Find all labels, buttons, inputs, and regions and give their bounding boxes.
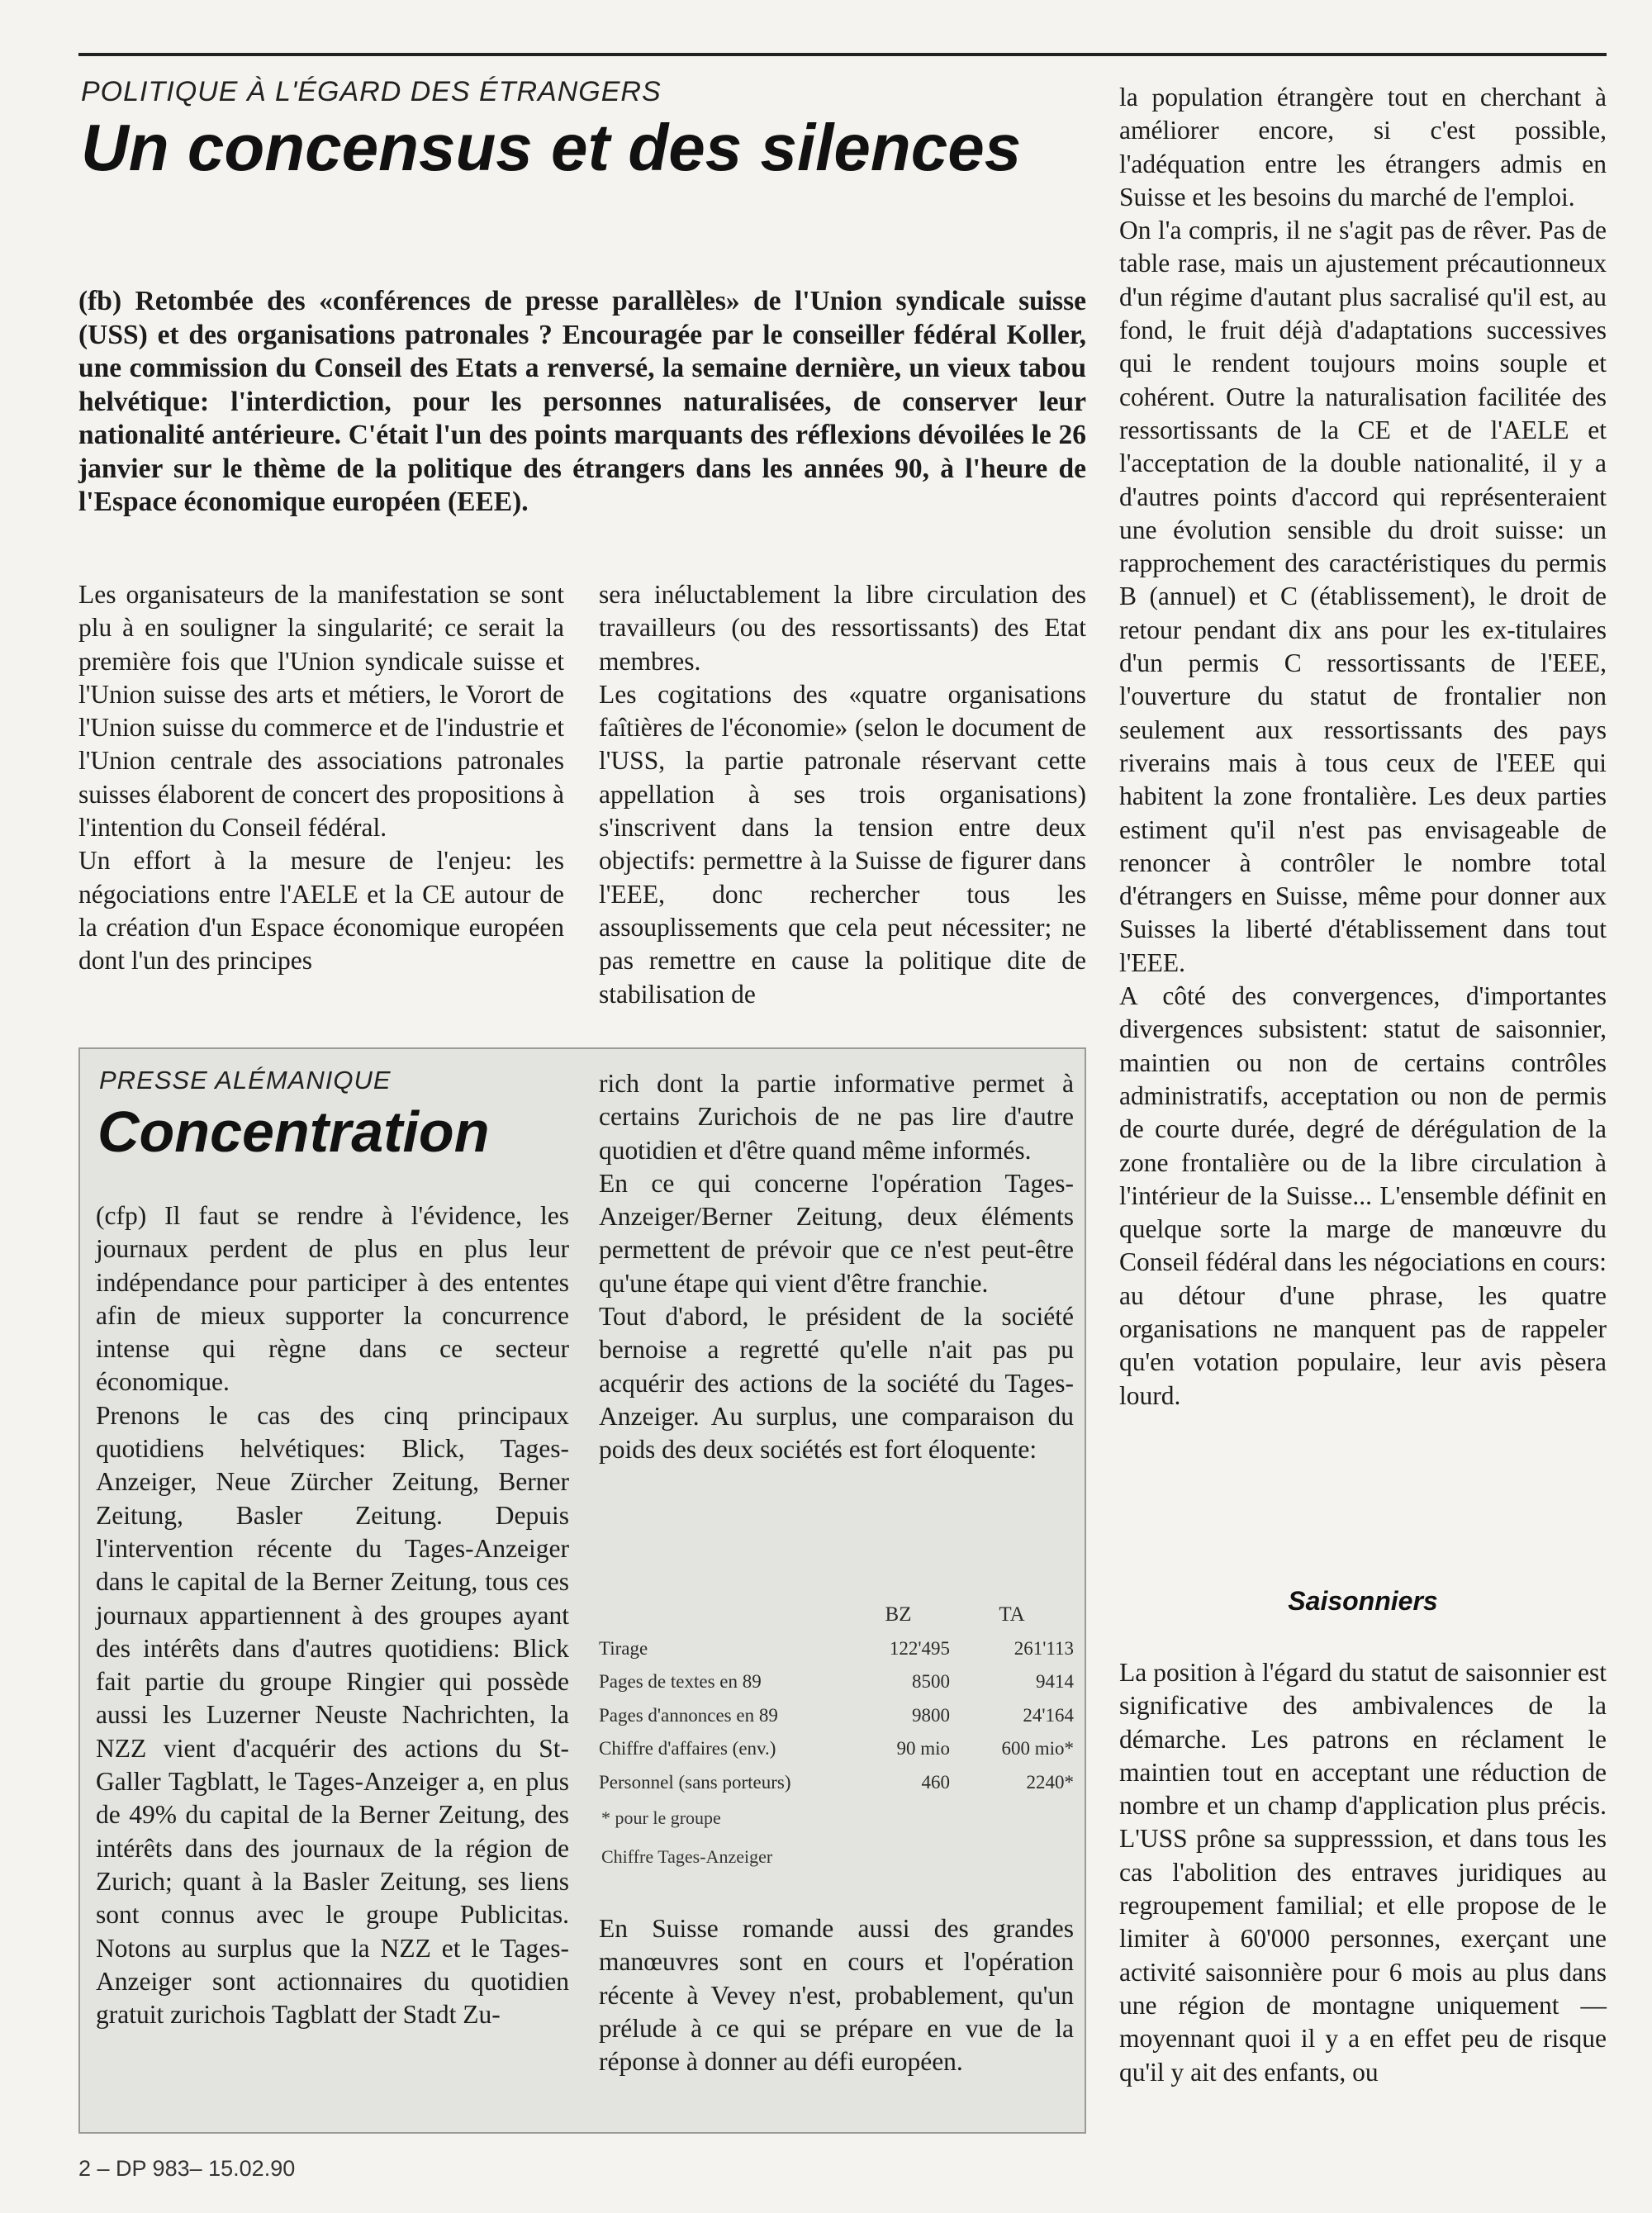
- table-cell: 2240*: [1026, 1771, 1074, 1793]
- table-header-cell: [599, 1598, 847, 1632]
- paragraph: Tout d'abord, le président de la société bernoise a regretté qu'elle n'ait pas pu acquérir des actions de la société du Tages-Anzeiger. Au surplus, une comparaison du poids des deux sociétés est fort éloquente:: [599, 1302, 1074, 1465]
- article-rubric: POLITIQUE À L'ÉGARD DES ÉTRANGERS: [81, 76, 662, 107]
- table-cell: 122'495: [889, 1637, 950, 1659]
- paragraph: (cfp) Il faut se rendre à l'évidence, les journaux perdent de plus en plus leur indépendance pour participer à des ententes afin de mieux supporter la concurrence intense qui règne dans ce secteur économique.: [96, 1201, 569, 1397]
- table-header-cell: BZ: [885, 1603, 912, 1627]
- paragraph: A côté des convergences, d'importantes divergences subsistent: statut de saisonnier, maintien ou non de certains contrôles administratifs, acceptation ou non de permis de courte durée, degré de dérégulation de la zone frontalière ou de la libre circulation à l'intérieur de la Suisse... L'ensemble définit en quelque sorte la marge de manœuvre du Conseil fédéral dans les négociations en cours: au détour d'une phrase, les quatre organisations ne manquent pas de rappeler qu'en votation populaire, leur avis pèsera lourd.: [1119, 981, 1607, 1410]
- paragraph: Un effort à la mesure de l'enjeu: les négociations entre l'AELE et la CE autour de la création d'un Espace économique européen dont l'un des principes: [78, 846, 564, 976]
- table-cell: 9800: [912, 1704, 950, 1726]
- table-cell: 460: [921, 1771, 950, 1793]
- top-rule: [78, 53, 1607, 56]
- table-cell: 261'113: [1014, 1637, 1074, 1659]
- table-cell: 24'164: [1023, 1704, 1074, 1726]
- table-cell: Pages d'annonces en 89: [599, 1704, 778, 1726]
- box-column-2-continued: [599, 1912, 1074, 2078]
- paragraph: rich dont la partie informative permet à certains Zurichois de ne pas lire d'autre quotidien et d'être quand même informés.: [599, 1069, 1074, 1165]
- article-column-3: [1119, 81, 1607, 1413]
- paragraph: sera inéluctablement la libre circulation des travailleurs (ou des ressortissants) des Etat membres.: [599, 580, 1086, 676]
- table-header-cell: TA: [999, 1603, 1025, 1627]
- article-column-1: [78, 578, 564, 978]
- paragraph: On l'a compris, il ne s'agit pas de rêver. Pas de table rase, mais un ajustement précautionneux d'un régime d'autant plus sacralisé qu'il est, au fond, le fruit déjà d'adaptations successives qui le rendent toujours moins souple et cohérent. Outre la naturalisation facilitée des ressortissants de la CE et de l'AELE et l'acceptation de la double nationalité, il y a d'autres points d'accord qui représenteraient une évolution sensible du droit suisse: un rapprochement des caractéristiques du permis B (annuel) et C (établissement), le droit de retour pendant dix ans pour les ex-titulaires d'un permis C ressortissants de l'EEE, l'ouverture du statut de frontalier non seulement aux ressortissants des pays riverains mais à tous ceux de l'EEE qui habitent la zone frontalière. Les deux parties estiment qu'il n'est pas envisageable de renoncer à contrôler le nombre total d'étrangers en Suisse, même pour donner aux Suisses la liberté d'établissement dans tout l'EEE.: [1119, 216, 1607, 977]
- article-column-2: [599, 578, 1086, 1011]
- paragraph: En Suisse romande aussi des grandes manœuvres sont en cours et l'opération récente à Vevey n'est, probablement, qu'un prélude à ce qui se prépare en vue de la réponse à donner au défi européen.: [599, 1914, 1074, 2077]
- table-cell: 90 mio: [896, 1738, 950, 1759]
- table-row: [599, 1699, 1074, 1733]
- article-lead: (fb) Retombée des «conférences de presse parallèles» de l'Union syndicale suisse (USS) et des organisations patronales ? Encouragée par le conseiller fédéral Koller, une commission du Conseil des Etats a renversé, la semaine dernière, un vieux tabou helvétique: l'interdiction, pour les personnes naturalisées, de conserver leur nationalité antérieure. C'était l'un des points marquants des réflexions dévoilées le 26 janvier sur le thème de la politique des étrangers dans les années 90, à l'heure de l'Espace économique européen (EEE).: [78, 286, 1086, 517]
- paragraph: La position à l'égard du statut de saisonnier est significative des ambivalences de la démarche. Les patrons en réclament le maintien tout en acceptant une réduction de nombre et un champ d'application plus précis. L'USS prône sa suppresssion, et dans tous les cas l'abolition des entraves juridiques au regroupement familial; et elle propose de le limiter à 60'000 personnes, exerçant une activité saisonnière pour 6 mois au plus dans une région de montagne uniquement — moyennant quoi il y a en effet peu de risque qu'il y ait des enfants, ou: [1119, 1658, 1607, 2087]
- table-row: [599, 1665, 1074, 1699]
- table-cell: 600 mio*: [1001, 1738, 1074, 1759]
- table-cell: 9414: [1036, 1671, 1074, 1693]
- box-title: Concentration: [97, 1099, 490, 1164]
- paragraph: Les cogitations des «quatre organisations faîtières de l'économie» (selon le document de l'USS, la partie patronale réservant cette appellation à ses trois organisations) s'inscrivent dans la tension entre deux objectifs: permettre à la Suisse de figurer dans l'EEE, donc rechercher tous les assouplissements que cela peut nécessiter; ne pas remettre en cause la politique dite de stabilisation de: [599, 679, 1086, 1009]
- paragraph: Les organisateurs de la manifestation se sont plu à en souligner la singularité; ce serait la première fois que l'Union syndicale suisse et l'Union suisse des arts et métiers, le Vorort de l'Union suisse du commerce et de l'industrie et l'Union centrale des associations patronales suisses élaborent de concert des propositions à l'intention du Conseil fédéral.: [78, 580, 564, 843]
- page-footer: 2 – DP 983– 15.02.90: [78, 2156, 296, 2181]
- table-cell: Personnel (sans porteurs): [599, 1771, 791, 1793]
- table-cell: Pages de textes en 89: [599, 1671, 762, 1693]
- section-subhead: Saisonniers: [1288, 1586, 1438, 1616]
- table-cell: Chiffre d'affaires (env.): [599, 1738, 776, 1759]
- article-title: Un concensus et des silences: [81, 111, 1022, 184]
- table-row: [599, 1632, 1074, 1666]
- table-note: * pour le groupe: [601, 1807, 721, 1828]
- paragraph: la population étrangère tout en cherchant à améliorer encore, si c'est possible, l'adéquation entre les étrangers admis en Suisse et les besoins du marché de l'emploi.: [1119, 83, 1607, 211]
- paragraph: En ce qui concerne l'opération Tages-Anzeiger/Berner Zeitung, deux éléments permettent de prévoir que ce n'est peut-être qu'une étape qui vient d'être franchie.: [599, 1168, 1074, 1298]
- table-cell: Tirage: [599, 1637, 648, 1659]
- table-note: Chiffre Tages-Anzeiger: [601, 1846, 773, 1867]
- table-header-row: [599, 1598, 1074, 1632]
- article-column-3-continued: [1119, 1656, 1607, 2089]
- box-column-2: [599, 1067, 1074, 1467]
- paragraph: Prenons le cas des cinq principaux quotidiens helvétiques: Blick, Tages-Anzeiger, Neue Zürcher Zeitung, Berner Zeitung, Basler Zeitung. Depuis l'intervention récente du Tages-Anzeiger dans le capital de la Berner Zeitung, tous ces journaux appartiennent à des groupes ayant des intérêts dans d'autres quotidiens: Blick fait partie du groupe Ringier qui possède aussi les Luzerner Neuste Nachrichten, la NZZ vient d'acquérir des actions du St-Galler Tagblatt, le Tages-Anzeiger a, en plus de 49% du capital de la Berner Zeitung, des intérêts dans des journaux de la région de Zurich; quant à la Basler Zeitung, ses liens sont connus avec le groupe Publicitas. Notons au surplus que la NZZ et le Tages-Anzeiger sont actionnaires du quotidien gratuit zurichois Tagblatt der Stadt Zu-: [96, 1400, 569, 2030]
- table-cell: 8500: [912, 1671, 950, 1693]
- box-column-1: [96, 1199, 569, 2031]
- table-row: [599, 1732, 1074, 1766]
- box-rubric: PRESSE ALÉMANIQUE: [99, 1066, 392, 1095]
- table-row: [599, 1766, 1074, 1800]
- comparison-table: [599, 1598, 1074, 1799]
